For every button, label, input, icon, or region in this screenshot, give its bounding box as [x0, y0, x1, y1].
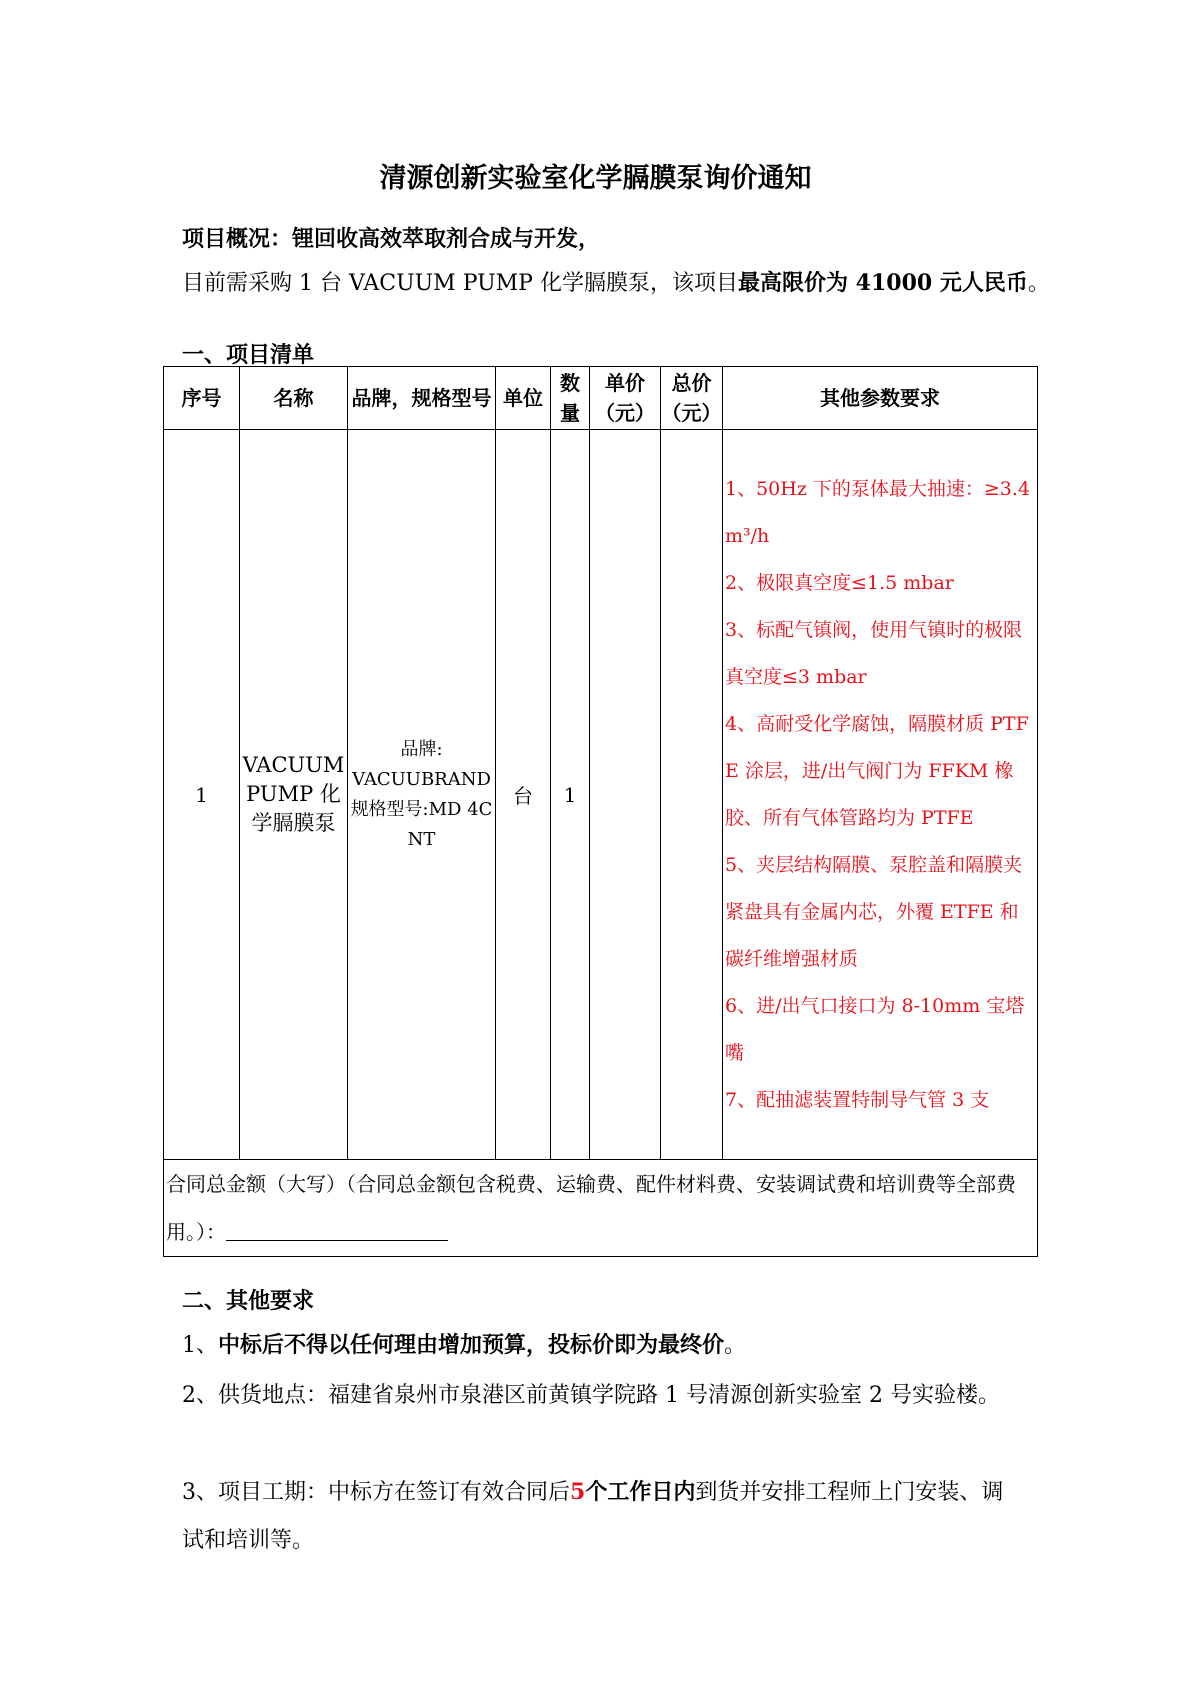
requirement-2: 2、供货地点：福建省泉州市泉港区前黄镇学院路 1 号清源创新实验室 2 号实验楼。: [182, 1383, 1000, 1408]
header-total: 总价 （元）: [661, 367, 723, 430]
cell-params: [723, 430, 1038, 1160]
cell-seq: 1: [164, 430, 240, 1160]
cell-total: [661, 430, 723, 1160]
overview-line1: 项目概况：锂回收高效萃取剂合成与开发，: [182, 226, 601, 252]
header-brand: 品牌，规格型号: [348, 367, 496, 430]
header-qty: 数 量: [551, 367, 590, 430]
param-item: 1、50Hz 下的泵体最大抽速：≥3.4 m³/h: [725, 477, 1031, 547]
overview-text: 目前需采购 1 台 VACUUM PUMP 化学膈膜泵，该项目: [182, 271, 738, 296]
header-params: 其他参数要求: [723, 367, 1038, 430]
table-row: [164, 430, 1038, 1160]
requirement-1-bold: 中标后不得以任何理由增加预算，投标价即为最终价: [218, 1332, 725, 1358]
param-item: 3、标配气镇阀，使用气镇时的极限真空度≤3 mbar: [725, 618, 1023, 688]
cell-qty: 1: [551, 430, 590, 1160]
contract-total-blank[interactable]: [226, 1220, 448, 1241]
section2-heading: 二、其他要求: [182, 1288, 315, 1314]
overview-line2: [182, 266, 1050, 297]
requirement-1: 1、中标后不得以任何理由增加预算，投标价即为最终价。: [182, 1332, 747, 1358]
requirement-3: 3、项目工期：中标方在签订有效合同后5个工作日内到货并安排工程师上门安装、调试和培训等。: [182, 1479, 1004, 1553]
header-seq: 序号: [164, 367, 240, 430]
overview-end: 。: [1027, 271, 1050, 296]
price-limit: 最高限价为 41000 元人民币: [737, 270, 1028, 296]
cell-brand: 品牌: VACUUBRAND 规格型号:MD 4C NT: [348, 430, 496, 1160]
header-unit-price: 单价 （元）: [590, 367, 661, 430]
table-footer-row: [164, 1160, 1038, 1257]
contract-total-cell: [164, 1160, 1038, 1257]
param-item: 2、极限真空度≤1.5 mbar: [725, 571, 954, 594]
param-item: 7、配抽滤装置特制导气管 3 支: [725, 1088, 990, 1111]
param-item: 4、高耐受化学腐蚀，隔膜材质 PTFE 涂层，进/出气阀门为 FFKM 橡胶、所有气体管路均为 PTFE: [725, 712, 1029, 829]
cell-name: VACUUM PUMP 化学膈膜泵: [240, 430, 348, 1160]
header-name: 名称: [240, 367, 348, 430]
table-header-row: [164, 367, 1038, 430]
page-title: 清源创新实验室化学膈膜泵询价通知: [379, 163, 812, 194]
param-item: 6、进/出气口接口为 8-10mm 宝塔嘴: [725, 994, 1025, 1064]
contract-total-label: 合同总金额（大写）（合同总金额包含税费、运输费、配件材料费、安装调试费和培训费等全部费用。）：: [166, 1172, 1016, 1244]
project-list-table: [163, 366, 1038, 1257]
cell-unit-price: [590, 430, 661, 1160]
param-item: 5、夹层结构隔膜、泵腔盖和隔膜夹紧盘具有金属内芯，外覆 ETFE 和碳纤维增强材质: [725, 853, 1023, 970]
header-unit: 单位: [496, 367, 551, 430]
section1-heading: 一、项目清单: [182, 342, 315, 368]
cell-unit: 台: [496, 430, 551, 1160]
days-count: 5: [570, 1479, 586, 1505]
workdays-text: 个工作日内: [585, 1479, 696, 1505]
